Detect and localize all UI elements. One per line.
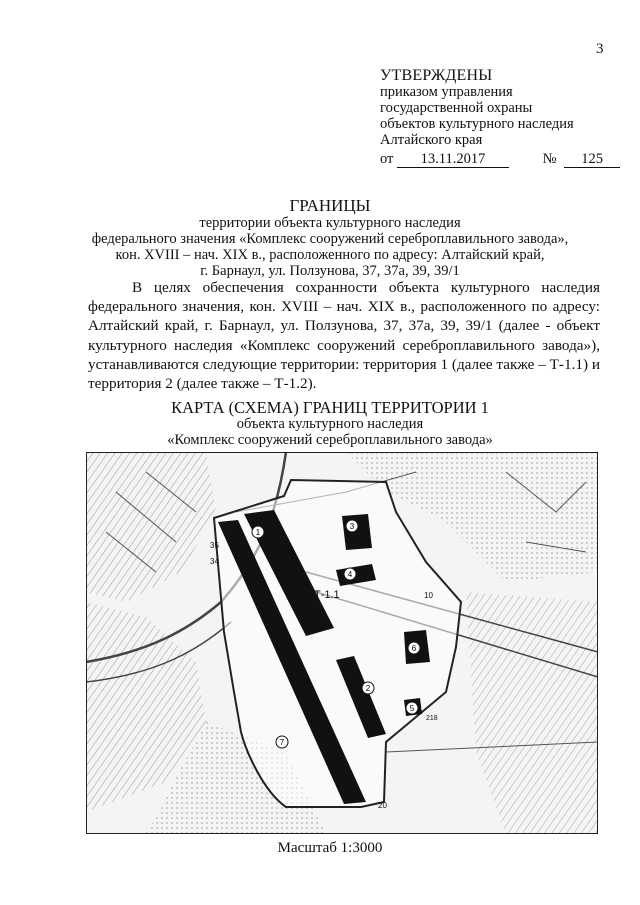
map-title-heading: КАРТА (СХЕМА) ГРАНИЦ ТЕРРИТОРИИ 1 xyxy=(171,398,489,417)
approval-line: приказом управления xyxy=(380,84,513,100)
order-date: 13.11.2017 xyxy=(397,151,509,168)
number-sign: № xyxy=(542,151,557,167)
point-label: 218 xyxy=(426,715,438,722)
approval-heading: УТВЕРЖДЕНЫ xyxy=(380,67,493,84)
approval-line: объектов культурного наследия xyxy=(380,116,574,132)
body-paragraph xyxy=(88,278,600,393)
building-number: 5 xyxy=(409,704,415,713)
point-label: 35 xyxy=(210,541,219,550)
approval-line: государственной охраны xyxy=(380,100,533,116)
building-number: 2 xyxy=(365,684,371,693)
approval-line: Алтайского края xyxy=(380,132,483,148)
paragraph-text: В целях обеспечения сохранности объекта культурного наследия федерального значения, кон. XVIII – нач. XIX в., расположенного по адресу: Алтайский край, г. Барнаул, ул. Ползунова, 37, 37а, 39, 39/1 (далее - объект культурного наследия «Комплекс сооружений сереброплавильного завода»), устанавливаются следующие территории: территория 1 (далее также – Т-1.1) и территория 2 (далее также – Т-1.2). xyxy=(88,279,600,393)
page-number: 3 xyxy=(596,41,604,57)
date-prefix: от xyxy=(380,151,394,167)
map-title-line: объекта культурного наследия xyxy=(236,416,424,432)
map-drawing xyxy=(86,452,598,834)
building-number: 7 xyxy=(279,738,285,747)
title-line: г. Барнаул, ул. Ползунова, 37, 37а, 39, 39/1 xyxy=(200,263,460,279)
title-line: федерального значения «Комплекс сооружений сереброплавильного завода», xyxy=(91,231,569,247)
order-number: 125 xyxy=(564,151,620,168)
building-number: 4 xyxy=(347,570,353,579)
territory-label: Т-1.1 xyxy=(314,589,340,601)
map-scale: Масштаб 1:3000 xyxy=(277,840,383,856)
title-line: кон. XVIII – нач. XIX в., расположенного по адресу: Алтайский край, xyxy=(115,247,545,263)
building-number: 1 xyxy=(255,528,261,537)
document-title xyxy=(40,196,620,279)
approval-block xyxy=(380,68,620,168)
building-number: 3 xyxy=(349,522,355,531)
order-date-number xyxy=(380,151,620,168)
point-label: 20 xyxy=(378,801,387,810)
title-heading: ГРАНИЦЫ xyxy=(289,196,371,215)
point-label: 34 xyxy=(210,557,219,566)
map-title-line: «Комплекс сооружений сереброплавильного завода» xyxy=(167,431,493,448)
building-3 xyxy=(342,514,372,550)
building-number: 6 xyxy=(411,644,417,653)
map-title xyxy=(40,399,620,448)
title-line: территории объекта культурного наследия xyxy=(199,215,461,231)
territory-map xyxy=(86,452,598,834)
point-label: 10 xyxy=(424,591,433,600)
